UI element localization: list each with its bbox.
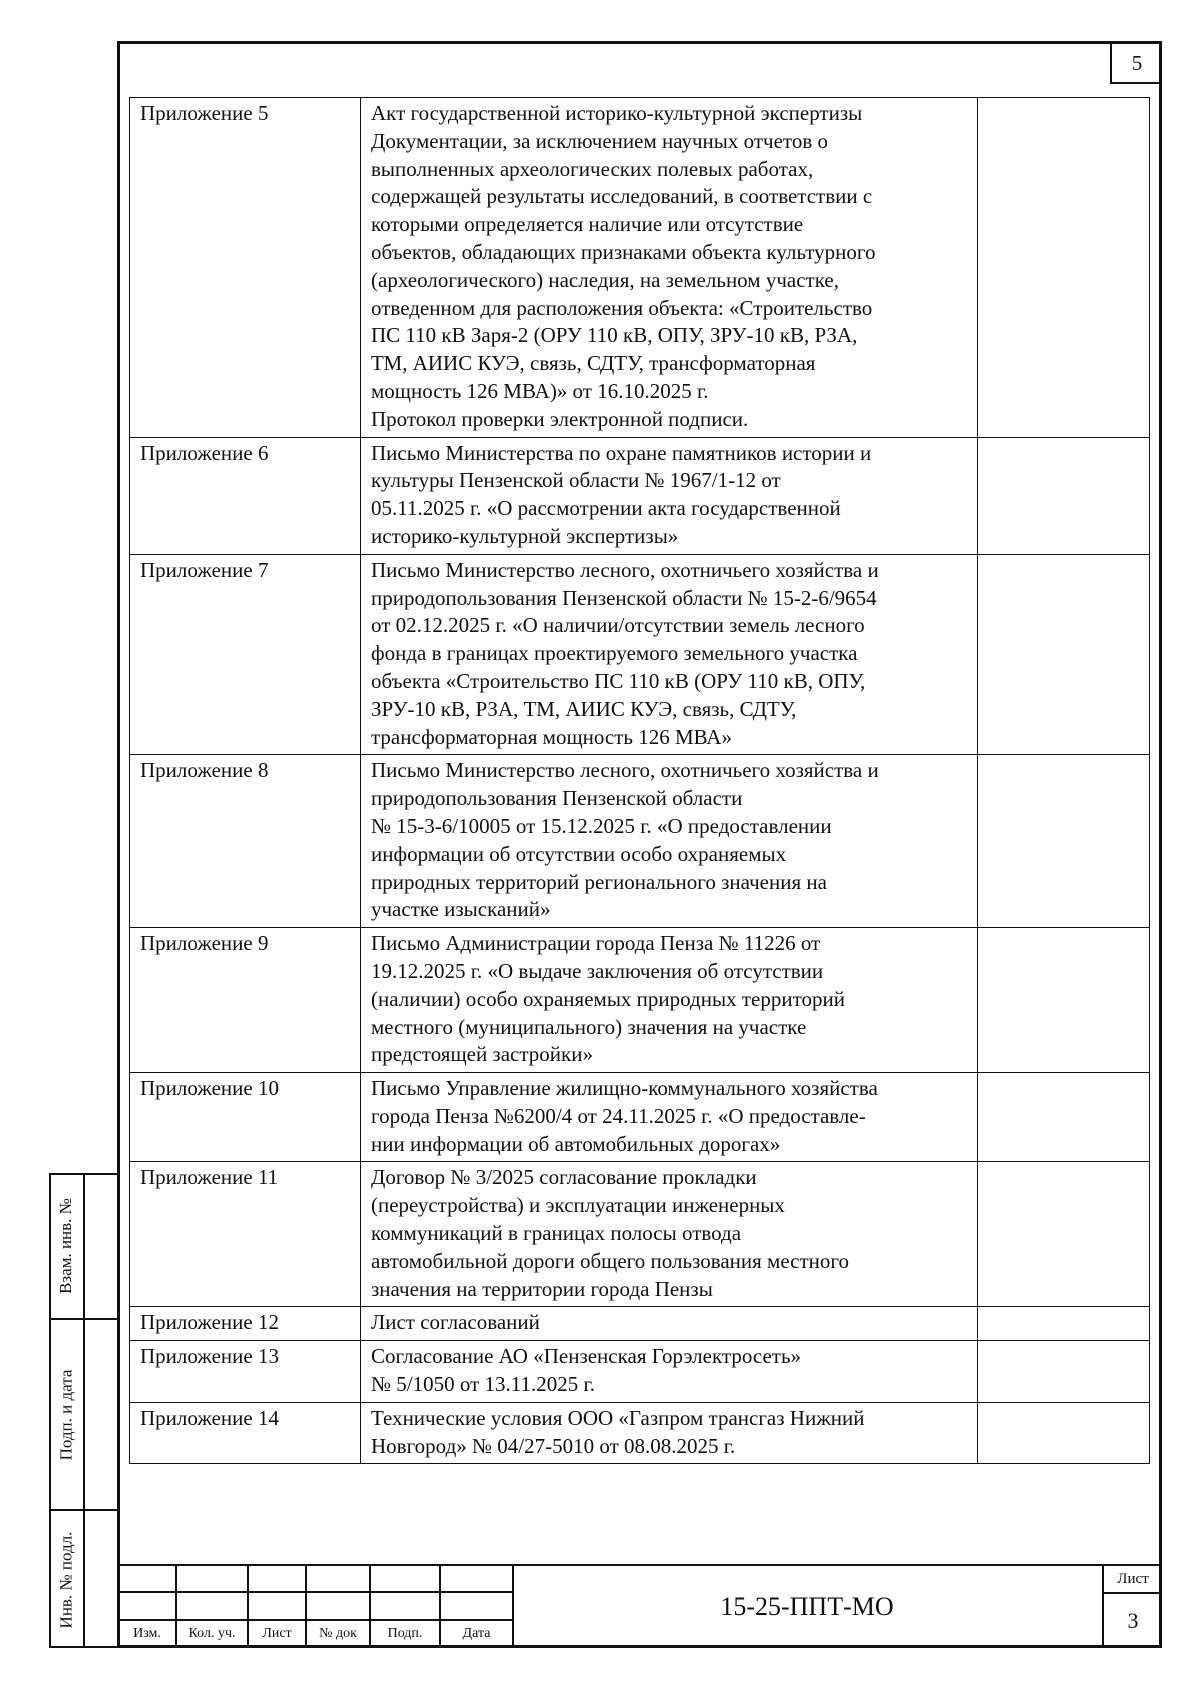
annex-description: Технические условия ООО «Газпром трансгаз Нижний Новгород» № 04/27-5010 от 08.08.2025 г.: [361, 1402, 978, 1464]
annex-label: Приложение 10: [130, 1073, 361, 1162]
tb-label-sign: Подп.: [387, 1626, 423, 1641]
annex-table-body: [130, 98, 1150, 1464]
annex-row: [130, 1402, 1150, 1464]
annex-note: [978, 755, 1150, 928]
annex-note: [978, 98, 1150, 438]
annex-row: [130, 755, 1150, 928]
sheet-number: 3: [1127, 1608, 1139, 1633]
annex-row: [130, 1162, 1150, 1307]
orig-inv-label: Инв. № подл.: [56, 1531, 75, 1628]
side-stamp-divider: [83, 1173, 85, 1648]
annex-table: [129, 97, 1150, 1464]
annex-row: [130, 1341, 1150, 1403]
annex-note: [978, 437, 1150, 554]
annex-description: Письмо Управление жилищно-коммунального хозяйства города Пенза №6200/4 от 24.11.2025 г. «О предоставле- нии информации об автомобильных дорогах»: [361, 1073, 978, 1162]
annex-label: Приложение 8: [130, 755, 361, 928]
annex-label: Приложение 6: [130, 437, 361, 554]
annex-note: [978, 928, 1150, 1073]
tb-label-change: Изм.: [133, 1626, 161, 1641]
annex-note: [978, 1162, 1150, 1307]
annex-row: [130, 98, 1150, 438]
annex-label: Приложение 7: [130, 554, 361, 755]
annex-description: Согласование АО «Пензенская Горэлектросеть» № 5/1050 от 13.11.2025 г.: [361, 1341, 978, 1403]
annex-row: [130, 554, 1150, 755]
annex-row: [130, 1073, 1150, 1162]
sign-date-label: Подп. и дата: [56, 1369, 76, 1460]
annex-note: [978, 554, 1150, 755]
annex-label: Приложение 11: [130, 1162, 361, 1307]
annex-row: [130, 437, 1150, 554]
annex-description: Письмо Министерство лесного, охотничьего хозяйства и природопользования Пензенской области № 15-2-6/9654 от 02.12.2025 г. «О наличии/отсутствии земель лесного фонда в границах проектируемого земельного участка объекта «Строительство ПС 110 кВ (ОРУ 110 кВ, ОПУ, ЗРУ-10 кВ, РЗА, ТМ, АИИС КУЭ, связь, СДТУ, трансформаторная мощность 126 МВА»: [361, 554, 978, 755]
tb-label-sheet: Лист: [262, 1626, 292, 1641]
tb-label-doc: № док: [319, 1626, 357, 1641]
annex-note: [978, 1307, 1150, 1341]
annex-row: [130, 1307, 1150, 1341]
sheet-box: [1102, 1564, 1162, 1648]
annex-description: Лист согласований: [361, 1307, 978, 1341]
tb-label-count: Кол. уч.: [188, 1626, 236, 1641]
sheet-label: Лист: [1104, 1566, 1162, 1594]
page-number: 5: [1110, 44, 1162, 84]
annex-note: [978, 1341, 1150, 1403]
annex-label: Приложение 14: [130, 1402, 361, 1464]
annex-note: [978, 1073, 1150, 1162]
annex-description: Письмо Министерство лесного, охотничьего хозяйства и природопользования Пензенской области № 15-3-6/10005 от 15.12.2025 г. «О предоставлении информации об отсутствии особо охраняемых природных территорий регионального значения на участке изысканий»: [361, 755, 978, 928]
annex-description: Письмо Администрации города Пенза № 11226 от 19.12.2025 г. «О выдаче заключения об отсутствии (наличии) особо охраняемых природных территорий местного (муниципального) значения на участке предстоящей застройки»: [361, 928, 978, 1073]
annex-label: Приложение 12: [130, 1307, 361, 1341]
annex-description: Письмо Министерства по охране памятников истории и культуры Пензенской области № 1967/1-12 от 05.11.2025 г. «О рассмотрении акта государственной историко-культурной экспертизы»: [361, 437, 978, 554]
annex-label: Приложение 9: [130, 928, 361, 1073]
annex-note: [978, 1402, 1150, 1464]
exchange-inv-label: Взам. инв. №: [56, 1197, 75, 1294]
annex-description: Акт государственной историко-культурной экспертизы Документации, за исключением научных отчетов о выполненных археологических полевых работах, содержащей результаты исследований, в соответствии с которыми определяется наличие или отсутствие объектов, обладающих признаками объекта культурного (археологического) наследия, на земельном участке, отведенном для расположения объекта: «Строительство ПС 110 кВ Заря-2 (ОРУ 110 кВ, ОПУ, ЗРУ-10 кВ, РЗА, ТМ, АИИС КУЭ, связь, СДТУ, трансформаторная мощность 126 МВА)» от 16.10.2025 г. Протокол проверки электронной подписи.: [361, 98, 978, 438]
annex-description: Договор № 3/2025 согласование прокладки (переустройства) и эксплуатации инженерных коммуникаций в границах полосы отвода автомобильной дороги общего пользования местного значения на территории города Пензы: [361, 1162, 978, 1307]
tb-label-date: Дата: [462, 1626, 491, 1641]
document-code: 15-25-ППТ-МО: [512, 1564, 1102, 1648]
annex-row: [130, 928, 1150, 1073]
annex-label: Приложение 13: [130, 1341, 361, 1403]
annex-label: Приложение 5: [130, 98, 361, 438]
